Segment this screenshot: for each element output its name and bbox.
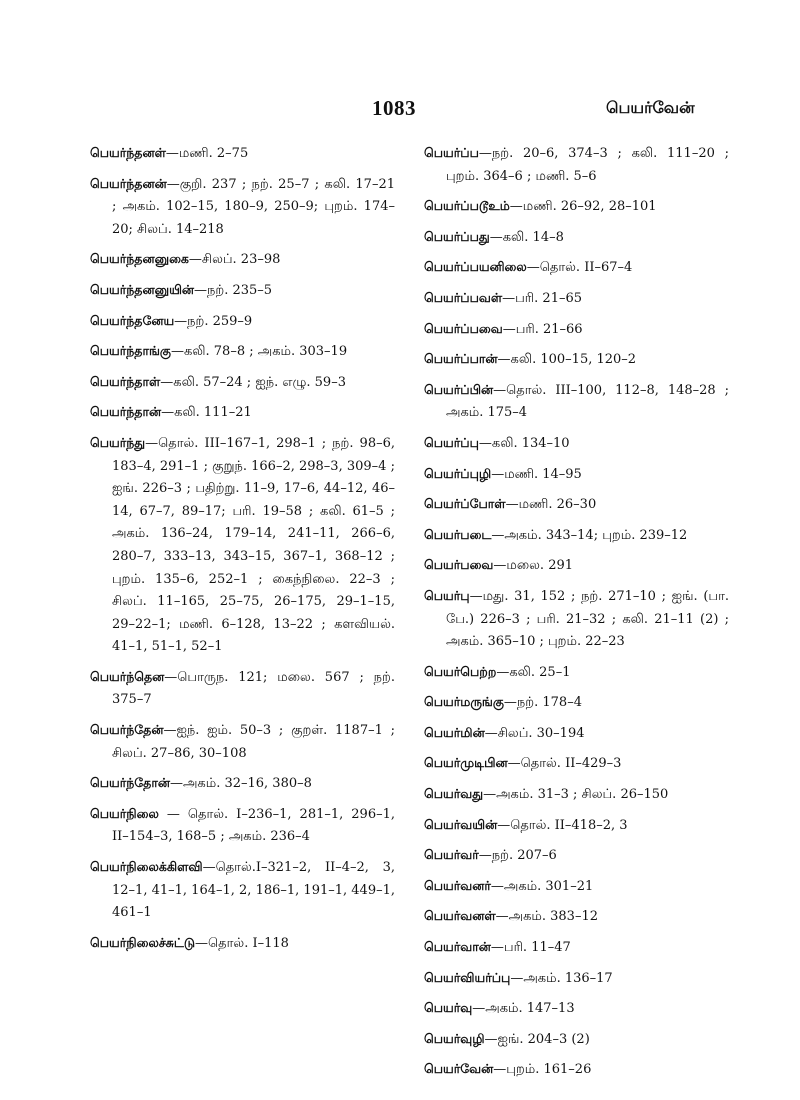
index-references: —பரி. 21–65: [502, 290, 583, 306]
index-entry: [424, 524, 729, 548]
index-headword: பெயர்ப்பு: [424, 434, 479, 450]
index-headword: பெயர்வயின்: [424, 816, 498, 832]
index-references: —பரி. 11–47: [490, 940, 571, 956]
index-references: —கலி. 57–24 ; ஐந். எழு. 59–3: [160, 374, 346, 390]
index-entry: [424, 585, 729, 654]
index-entry: [424, 1028, 729, 1052]
index-entry: [424, 905, 729, 929]
index-entry: [90, 248, 395, 272]
index-headword: பெயர்ந்தனனுகை: [90, 251, 189, 267]
page-header: [0, 96, 800, 126]
index-entry: [424, 432, 729, 456]
index-entry: [424, 348, 729, 372]
index-references: —நற். 207–6: [478, 848, 557, 864]
index-references: —நற். 235–5: [194, 282, 273, 298]
index-references: — தொல். I–236–1, 281–1, 296–1, II–154–3, 168–5 ; அகம். 236–4: [112, 806, 395, 845]
index-entry: [424, 691, 729, 715]
index-headword: பெயர்ந்தோன்: [90, 775, 170, 791]
index-headword: பெயர்ப்பான்: [424, 351, 498, 367]
index-headword: பெயர்மின்: [424, 724, 485, 740]
index-headword: பெயர்ப்பயனிலை: [424, 259, 527, 275]
index-headword: பெயர்வியர்ப்பு: [424, 969, 511, 985]
index-headword: பெயர்ந்தான்: [90, 404, 162, 420]
index-entry: [424, 752, 729, 776]
index-headword: பெயர்வான்: [424, 939, 491, 955]
index-entry: [90, 772, 395, 796]
index-references: —தொல். II–418–2, 3: [497, 817, 628, 833]
index-headword: பெயர்ந்தனள்: [90, 145, 166, 160]
index-references: —மணி. 2–75: [165, 146, 249, 161]
index-entry: [424, 783, 729, 807]
index-entry: [424, 379, 729, 425]
index-entry: [424, 936, 729, 960]
index-entry: [424, 844, 729, 868]
index-references: —கலி. 25–1: [496, 664, 571, 680]
index-headword: பெயர்ப்புழி: [424, 465, 492, 481]
index-headword: பெயர்ந்தேன்: [90, 722, 164, 738]
index-references: —அகம். 343–14; புறம். 239–12: [491, 527, 688, 543]
index-column-right: [424, 142, 729, 1089]
index-headword: பெயர்பு: [424, 587, 470, 603]
index-references: —அகம். 301–21: [490, 878, 594, 894]
index-entry: [90, 142, 395, 166]
page-number: 1083: [372, 96, 416, 120]
index-entry: [90, 401, 395, 425]
index-headword: பெயர்ப்ப: [424, 145, 479, 160]
index-headword: பெயர்பெற்ற: [424, 663, 497, 679]
index-headword: பெயர்ப்பின்: [424, 381, 494, 397]
index-headword: பெயர்வேன்: [424, 1061, 494, 1077]
index-references: —கலி. 100–15, 120–2: [497, 352, 637, 368]
index-references: —தொல். III–100, 112–8, 148–28 ; அகம். 175–4: [446, 382, 729, 421]
index-headword: பெயர்நிலைக்கிளவி: [90, 859, 203, 875]
index-entry: [90, 310, 395, 334]
index-references: —நற். 20–6, 374–3 ; கலி. 111–20 ; புறம். 364–6 ; மணி. 5–6: [446, 146, 729, 184]
index-references: —நற். 178–4: [503, 695, 582, 711]
index-headword: பெயர்ந்தனேய: [90, 312, 175, 328]
index-references: —சிலப். 30–194: [484, 725, 585, 741]
index-references: —அகம். 31–3 ; சிலப். 26–150: [483, 787, 669, 803]
index-entry: [424, 463, 729, 487]
index-headword: பெயர்வு: [424, 1000, 473, 1016]
index-entry: [424, 554, 729, 578]
index-headword: பெயர்ந்தாள்: [90, 373, 161, 389]
index-entry: [424, 967, 729, 991]
index-references: —கலி. 134–10: [478, 435, 570, 451]
index-references: —கலி. 78–8 ; அகம். 303–19: [170, 344, 348, 360]
index-references: —மலை. 291: [493, 558, 574, 574]
index-headword: பெயர்ப்படூஉம்: [424, 198, 510, 214]
index-entry: [90, 932, 395, 956]
index-entry: [424, 493, 729, 517]
index-headword: பெயர்ந்தனனுயின்: [90, 281, 195, 297]
index-entry: [90, 371, 395, 395]
index-entry: [90, 432, 395, 659]
index-headword: பெயர்ந்து: [90, 434, 146, 450]
running-head: பெயர்வேன்: [606, 98, 695, 117]
index-entry: [424, 318, 729, 342]
index-references: —மணி. 26–92, 28–101: [509, 199, 657, 215]
index-headword: பெயர்நிலைச்சுட்டு: [90, 934, 196, 950]
index-references: —மணி. 14–95: [491, 466, 582, 482]
index-references: —ஐங். 204–3 (2): [484, 1031, 590, 1047]
index-entry: [90, 340, 395, 364]
index-entry: [90, 803, 395, 849]
index-entry: [424, 256, 729, 280]
index-entry: [424, 195, 729, 219]
index-references: —அகம். 147–13: [472, 1001, 575, 1017]
index-references: —அகம். 32–16, 380–8: [169, 776, 312, 792]
index-entry: [424, 661, 729, 685]
index-headword: பெயர்ந்தனன்: [90, 175, 167, 191]
index-headword: பெயர்ப்பவை: [424, 320, 503, 336]
index-entry: [90, 856, 395, 925]
index-entry: [424, 722, 729, 746]
index-headword: பெயர்நிலை: [90, 805, 159, 821]
index-headword: பெயர்வனர்: [424, 877, 491, 893]
index-references: —புறம். 161–26: [493, 1062, 592, 1078]
index-references: —அகம். 136–17: [510, 970, 613, 986]
index-references: —தொல்.I–321–2, II–4–2, 3, 12–1, 41–1, 164–1, 2, 186–1, 191–1, 449–1, 461–1: [112, 860, 395, 921]
index-headword: பெயர்முடிபின: [424, 755, 508, 771]
index-headword: பெயர்ந்தாங்கு: [90, 343, 171, 359]
index-references: —அகம். 383–12: [495, 909, 598, 925]
index-entry: [90, 173, 395, 242]
index-references: —கலி. 111–21: [161, 405, 252, 421]
index-entry: [424, 142, 729, 188]
index-column-left: [90, 142, 395, 962]
index-references: —மது. 31, 152 ; நற். 271–10 ; ஐங். (பா. பே.) 226–3 ; பரி. 21–32 ; கலி. 21–11 (2) ; அகம். 365–10 ; புறம். 22–23: [446, 588, 729, 650]
index-headword: பெயர்வுழி: [424, 1030, 485, 1046]
index-entry: [90, 719, 395, 765]
index-entry: [90, 279, 395, 303]
index-entry: [424, 226, 729, 250]
index-headword: பெயர்பவை: [424, 557, 494, 573]
index-entry: [424, 997, 729, 1021]
index-headword: பெயர்வனள்: [424, 908, 496, 924]
index-references: —பொருந. 121; மலை. 567 ; நற். 375–7: [112, 669, 395, 708]
index-headword: பெயர்வது: [424, 786, 484, 802]
index-entry: [90, 666, 395, 712]
index-headword: பெயர்ப்பது: [424, 228, 490, 244]
index-entry: [424, 875, 729, 899]
index-headword: பெயர்வர்: [424, 847, 479, 863]
index-references: —தொல். II–67–4: [526, 260, 633, 276]
index-entry: [424, 1058, 729, 1082]
index-references: —சிலப். 23–98: [188, 252, 281, 268]
index-entry: [424, 287, 729, 311]
index-references: —தொல். III–167–1, 298–1 ; நற். 98–6, 183–4, 291–1 ; குறுந். 166–2, 298–3, 309–4 ; ஐங். 226–3 ; பதிற்று. 11–9, 17–6, 44–12, 46–14, 67–7, 89–17; பரி. 19–58 ; கலி. 61–5 ; அகம். 136–24, 179–14, 241–11, 266–6, 280–7, 333–13, 343–15, 367–1, 368–12 ; புறம். 135–6, 252–1 ; கைந்நிலை. 22–3 ; சிலப். 11–165, 25–75, 26–175, 29–1–15, 29–22–1; மணி. 6–128, 13–22 ; களவியல். 41–1, 51–1, 52–1: [112, 435, 395, 655]
index-headword: பெயர்படை: [424, 526, 492, 542]
index-references: —நற். 259–9: [174, 313, 253, 329]
index-references: —கலி. 14–8: [489, 229, 564, 245]
index-references: —மணி. 26–30: [505, 497, 597, 513]
index-headword: பெயர்ப்பவள்: [424, 289, 503, 305]
index-references: —தொல். II–429–3: [507, 756, 622, 772]
index-headword: பெயர்ந்தென: [90, 668, 165, 684]
index-references: —பரி. 21–66: [502, 321, 583, 337]
index-references: —குறி. 237 ; நற். 25–7 ; கலி. 17–21 ; அகம். 102–15, 180–9, 250–9; புறம். 174–20; சிலப். 14–218: [112, 176, 395, 237]
index-references: —ஐந். ஐம். 50–3 ; குறள். 1187–1 ; சிலப். 27–86, 30–108: [112, 723, 395, 761]
index-references: —தொல். I–118: [195, 935, 289, 951]
index-headword: பெயர்மருங்கு: [424, 694, 504, 710]
index-headword: பெயர்ப்போள்: [424, 496, 506, 512]
index-entry: [424, 814, 729, 838]
